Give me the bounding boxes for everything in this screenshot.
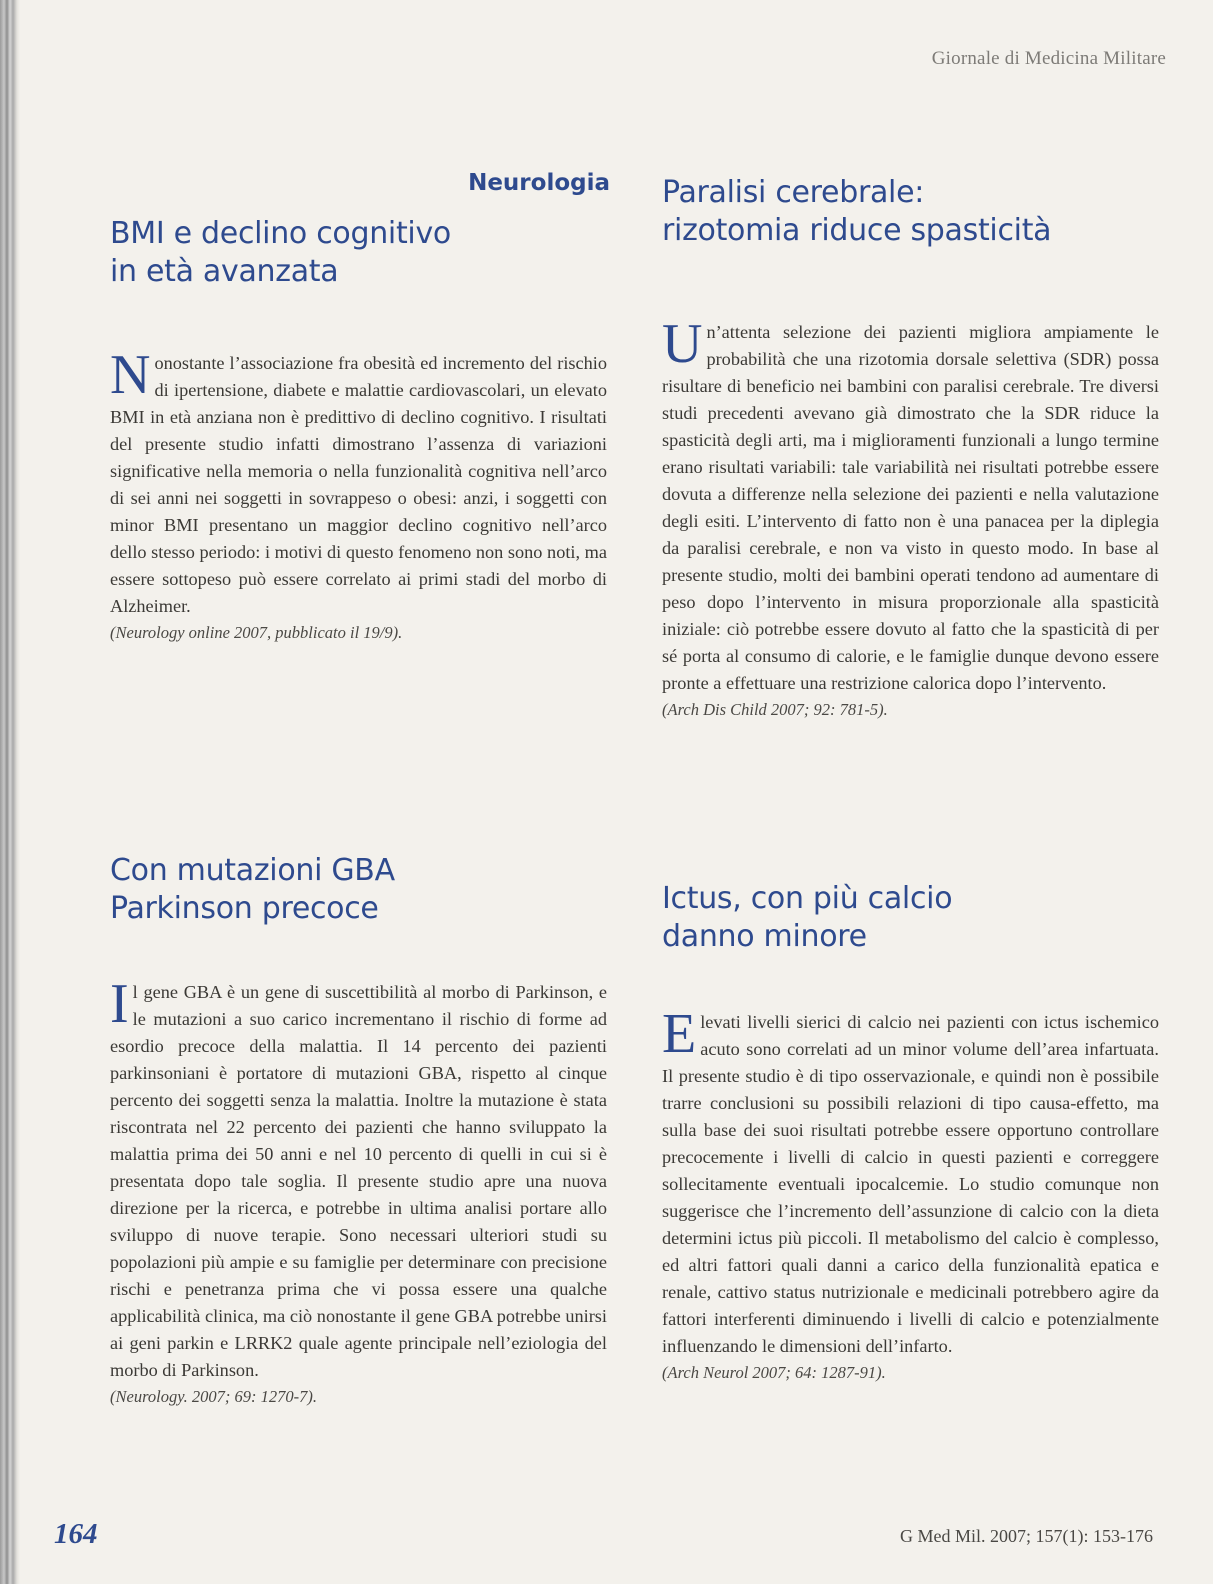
- article-body: [662, 313, 1159, 697]
- article-title: [110, 215, 607, 291]
- article-body-text: n’attenta selezione dei pazienti migliora ampiamente le probabilità che una rizotomia dorsale selettiva (SDR) possa risultare di beneficio nei bambini con paralisi cerebrale. Tre diversi studi precedenti avevano già dimostrato che la SDR riduce la spasticità degli arti, ma i miglioramenti funzionali a lungo termine erano risultati variabili: tale variabilità nei risultati potrebbe essere dovuta a differenze nella selezione dei pazienti e nella valutazione degli esiti. L’intervento di fatto non è una panacea per la diplegia da paralisi cerebrale, e non va visto in questo modo. In base al presente studio, molti dei bambini operati tendono ad aumentare di peso dopo l’intervento in misura proporzionale alla spasticità iniziale: ciò potrebbe essere dovuto al fatto che la spasticità di per sé porta al consumo di calorie, e le famiglie dunque devono essere pronte a effettuare una restrizione calorica dopo l’intervento.: [662, 322, 1159, 693]
- running-head: Giornale di Medicina Militare: [931, 48, 1166, 69]
- article-body: [110, 973, 607, 1384]
- article-title-line: Con mutazioni GBA: [110, 853, 395, 888]
- article-gba-parkinson: [110, 852, 607, 1410]
- drop-cap: N: [110, 344, 151, 406]
- article-title-line: in età avanzata: [110, 254, 339, 289]
- article-citation: (Arch Neurol 2007; 64: 1287-91).: [662, 1363, 886, 1382]
- article-body: [110, 344, 607, 620]
- article-citation: (Neurology. 2007; 69: 1270-7).: [110, 1387, 317, 1406]
- drop-cap: E: [662, 1003, 697, 1065]
- article-citation: (Arch Dis Child 2007; 92: 781-5).: [662, 700, 888, 719]
- article-body-text: onostante l’associazione fra obesità ed incremento del rischio di ipertensione, diabete e malattie cardiovascolari, un elevato BMI in età anziana non è predittivo di declino cognitivo. I risultati del presente studio infatti dimostrano l’assenza di variazioni significative nella memoria o nella funzionalità cognitiva nell’arco di sei anni nei soggetti in sovrappeso o obesi: anzi, i soggetti con minor BMI presentano un maggior declino cognitivo nell’arco dello stesso periodo: i motivi di questo fenomeno non sono noti, ma essere sottopeso può essere correlato ai primi stadi del morbo di Alzheimer.: [110, 353, 607, 616]
- article-title-line: Parkinson precoce: [110, 891, 379, 926]
- article-title-line: BMI e declino cognitivo: [110, 216, 451, 251]
- article-title-line: danno minore: [662, 919, 867, 954]
- drop-cap: U: [662, 313, 703, 375]
- article-cerebral-palsy: [662, 174, 1159, 723]
- article-title-line: rizotomia riduce spasticità: [662, 213, 1052, 248]
- article-body-text: l gene GBA è un gene di suscettibilità al morbo di Parkinson, e le mutazioni a suo carico incrementano il rischio di forme ad esordio precoce della malattia. Il 14 percento dei pazienti parkinsoniani è portatore di mutazioni GBA, rispetto al cinque percento dei soggetti senza la malattia. Inoltre la mutazione è stata riscontrata nel 22 percento dei pazienti che hanno sviluppato la malattia prima dei 50 anni e nel 10 percento di quelli in cui si è presentata dopo tale soglia. Il presente studio apre una nuova direzione per la ricerca, e potrebbe in ultima analisi portare allo sviluppo di nuove terapie. Sono necessari ulteriori studi su popolazioni più ampie e su famiglie per determinare con precisione rischi e penetranza prima che vi possa essere una qualche applicabilità clinica, ma ciò nonostante il gene GBA potrebbe unirsi ai geni parkin e LRRK2 quale agente principale nell’eziologia del morbo di Parkinson.: [110, 982, 607, 1380]
- article-body-text: levati livelli sierici di calcio nei pazienti con ictus ischemico acuto sono correlati ad un minor volume dell’area infartuata. Il presente studio è di tipo osservazionale, e quindi non è possibile trarre conclusioni su possibili relazioni di tipo causa-effetto, ma sulla base dei suoi risultati potrebbe essere opportuno controllare precocemente i livelli di calcio in questi pazienti e correggere sollecitamente eventuali ipocalcemie. Lo studio comunque non suggerisce che l’incremento dell’assunzione di calcio con la dieta determini ictus più piccoli. Il metabolismo del calcio è complesso, ed altri fattori quali danni a carico della funzionalità epatica e renale, cattivo status nutrizionale e medicinali potrebbero agire da fattori interferenti diminuendo i livelli di calcio e potenzialmente influenzando le dimensioni dell’infarto.: [662, 1012, 1159, 1356]
- article-title-line: Paralisi cerebrale:: [662, 175, 925, 210]
- section-label: Neurologia: [468, 170, 610, 196]
- journal-reference: G Med Mil. 2007; 157(1): 153-176: [900, 1526, 1153, 1546]
- page-binding-edge: [0, 0, 20, 1584]
- article-title: [662, 174, 1159, 250]
- article-stroke-calcium: [662, 880, 1159, 1386]
- article-title-line: Ictus, con più calcio: [662, 881, 953, 916]
- article-title: [110, 852, 607, 928]
- article-citation: (Neurology online 2007, pubblicato il 19/9).: [110, 623, 403, 642]
- article-body: [662, 1003, 1159, 1360]
- drop-cap: I: [110, 973, 129, 1035]
- page-number: 164: [54, 1518, 98, 1550]
- article-title: [662, 880, 1159, 956]
- article-bmi-cognitive-decline: [110, 215, 607, 646]
